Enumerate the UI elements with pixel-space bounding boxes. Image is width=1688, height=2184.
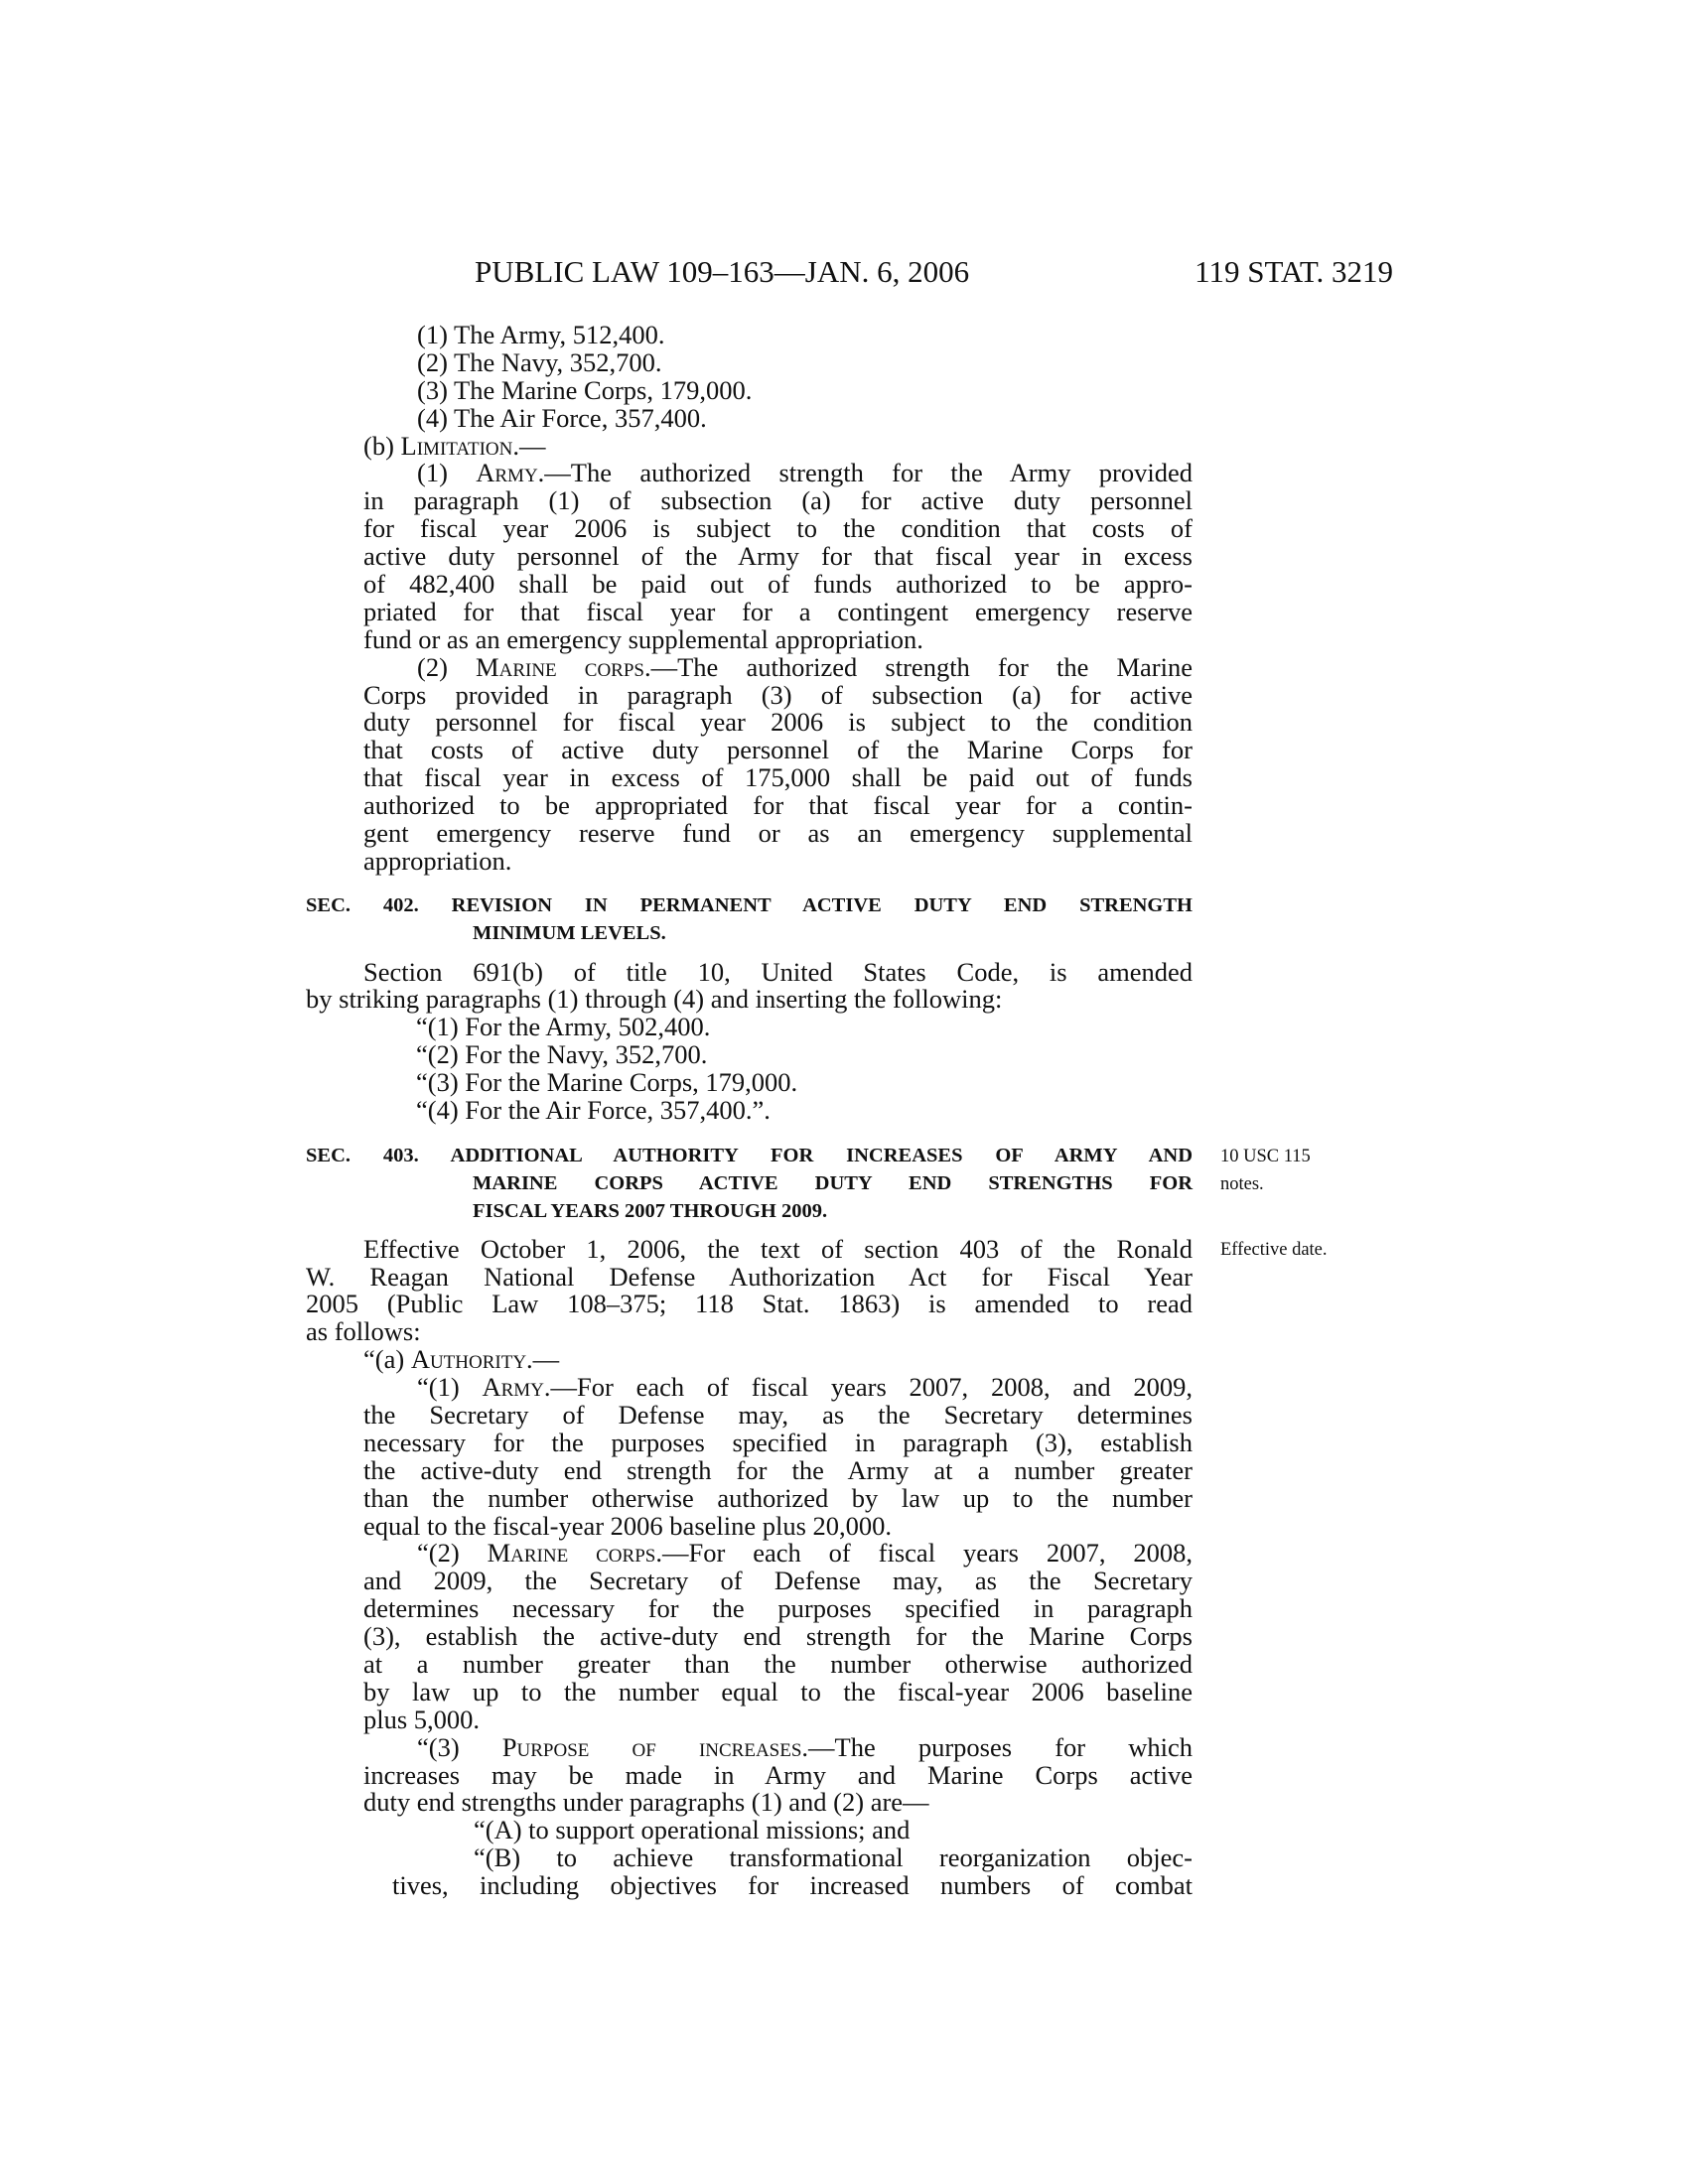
text-line: necessary for the purposes specified in paragraph (3), establish xyxy=(363,1427,1193,1457)
text-line xyxy=(417,1374,1193,1402)
paragraph-quote xyxy=(306,1069,1193,1097)
text-segment: .—The authorized strength for the Marine xyxy=(644,651,1194,682)
text-line: MINIMUM LEVELS. xyxy=(473,921,666,944)
paragraph-para xyxy=(306,651,1194,876)
text-line: equal to the fiscal-year 2006 baseline plus 20,000. xyxy=(363,1510,893,1541)
paragraph-subsec xyxy=(306,1346,1193,1374)
text-line: at a number greater than the number otherwise authorized xyxy=(363,1648,1193,1679)
text-line: in paragraph (1) of subsection (a) for active duty personnel xyxy=(363,485,1193,516)
text-line: W. Reagan National Defense Authorization Act for Fiscal Year xyxy=(306,1261,1193,1292)
text-segment: “(a) xyxy=(363,1344,411,1375)
paragraph-para xyxy=(306,1374,1193,1540)
paragraph-para xyxy=(306,460,1193,653)
text-line: (1) The Army, 512,400. xyxy=(417,320,665,349)
text-segment: (b) xyxy=(363,430,401,461)
text-line: that fiscal year in excess of 175,000 shall be paid out of funds xyxy=(363,762,1193,793)
text-line: (3) The Marine Corps, 179,000. xyxy=(417,374,753,405)
margin-note-line: 10 USC 115 xyxy=(1220,1146,1311,1166)
text-line: determines necessary for the purposes specified in paragraph xyxy=(363,1593,1193,1624)
text-line: tives, including objectives for increased numbers of combat xyxy=(392,1870,1193,1901)
text-line: duty end strengths under paragraphs (1) and (2) are— xyxy=(363,1787,929,1818)
text-line: “(3) For the Marine Corps, 179,000. xyxy=(416,1067,798,1098)
paragraph-item xyxy=(306,374,1193,405)
text-line: appropriation. xyxy=(363,845,512,876)
text-line: Corps provided in paragraph (3) of subsection (a) for active xyxy=(363,679,1193,710)
margin-note xyxy=(1220,1236,1328,1264)
text-segment: “(2) xyxy=(417,1538,488,1569)
text-line: as follows: xyxy=(306,1316,421,1347)
text-segment: .— xyxy=(526,1344,560,1375)
text-line: MARINE CORPS ACTIVE DUTY END STRENGTHS FOR xyxy=(473,1171,1193,1194)
paragraph-item xyxy=(306,402,1193,433)
section-heading xyxy=(306,892,1193,948)
text-line: increases may be made in Army and Marine Corps active xyxy=(363,1759,1193,1790)
text-line: and 2009, the Secretary of Defense may, as the Secretary xyxy=(363,1566,1193,1596)
paragraph-quote xyxy=(306,1014,1193,1041)
page-stat-citation: 119 STAT. 3219 xyxy=(1195,254,1393,289)
paragraph-item xyxy=(306,322,1193,349)
paragraph-item xyxy=(306,346,1193,377)
text-segment: .— xyxy=(512,430,546,461)
text-segment: .—For each of fiscal years 2007, 2008, xyxy=(655,1538,1193,1569)
text-line: priated for that fiscal year for a contingent emergency reserve xyxy=(363,596,1193,626)
text-line: by striking paragraphs (1) through (4) and inserting the following: xyxy=(306,984,1003,1015)
text-line: of 482,400 shall be paid out of funds authorized to be appro- xyxy=(363,569,1193,600)
text-line: Section 691(b) of title 10, United States Code, is amended xyxy=(363,956,1193,987)
section-heading xyxy=(306,1143,1311,1226)
margin-note-line: Effective date. xyxy=(1220,1239,1328,1260)
text-line: “(4) For the Air Force, 357,400.”. xyxy=(416,1095,771,1126)
paragraph-subpara xyxy=(306,1844,1193,1900)
text-line: (4) The Air Force, 357,400. xyxy=(417,402,707,433)
paragraph-body xyxy=(306,1233,1328,1347)
text-segment: “(3) xyxy=(417,1731,502,1762)
paragraph-caption: Limitation xyxy=(400,430,513,461)
text-line: FISCAL YEARS 2007 THROUGH 2009. xyxy=(473,1199,828,1222)
text-line: “(1) For the Army, 502,400. xyxy=(416,1012,711,1042)
paragraph-caption: Purpose of increases xyxy=(501,1731,802,1762)
text-line: for fiscal year 2006 is subject to the condition that costs of xyxy=(363,513,1193,544)
text-line xyxy=(363,430,1193,461)
text-line: SEC. 403. ADDITIONAL AUTHORITY FOR INCREASES OF ARMY AND xyxy=(306,1144,1193,1166)
text-line: SEC. 402. REVISION IN PERMANENT ACTIVE DUTY END STRENGTH xyxy=(306,893,1193,916)
text-line: fund or as an emergency supplemental appropriation. xyxy=(363,623,923,654)
paragraph-caption: Army xyxy=(482,1372,544,1403)
margin-note xyxy=(1220,1143,1311,1198)
text-line: the Secretary of Defense may, as the Secretary determines xyxy=(363,1399,1193,1430)
paragraph-caption: Authority xyxy=(410,1344,527,1375)
text-line xyxy=(417,651,1194,682)
text-line: “(B) to achieve transformational reorganization objec- xyxy=(474,1843,1193,1873)
text-line: “(2) For the Navy, 352,700. xyxy=(416,1039,708,1070)
statute-text-column xyxy=(306,320,1328,1901)
paragraph-caption: Army xyxy=(476,458,538,488)
text-line: (2) The Navy, 352,700. xyxy=(417,346,662,377)
text-line: 2005 (Public Law 108–375; 118 Stat. 1863) is amended to read xyxy=(306,1289,1193,1319)
paragraph-subpara xyxy=(306,1817,1193,1844)
text-line xyxy=(417,1731,1193,1762)
paragraph-body xyxy=(306,956,1193,1015)
paragraph-caption: Marine corps xyxy=(476,651,644,682)
text-line xyxy=(363,1346,1193,1374)
text-line: Effective October 1, 2006, the text of section 403 of the Ronald xyxy=(363,1233,1193,1264)
text-line: gent emergency reserve fund or as an emergency supplemental xyxy=(363,818,1193,849)
text-line: than the number otherwise authorized by law up to the number xyxy=(363,1482,1193,1513)
paragraph-para xyxy=(306,1731,1193,1818)
text-line: by law up to the number equal to the fiscal-year 2006 baseline xyxy=(363,1676,1193,1706)
text-segment: .—For each of fiscal years 2007, 2008, and 2009, xyxy=(543,1372,1193,1403)
running-header-title: PUBLIC LAW 109–163—JAN. 6, 2006 xyxy=(475,254,970,289)
text-segment: “(1) xyxy=(417,1372,483,1403)
text-line: “(A) to support operational missions; and xyxy=(474,1815,911,1845)
paragraph-para xyxy=(306,1540,1193,1733)
text-segment: .—The authorized strength for the Army provided xyxy=(537,458,1193,488)
paragraph-quote xyxy=(306,1097,1193,1125)
paragraph-subsec xyxy=(306,430,1193,461)
text-line: active duty personnel of the Army for that fiscal year in excess xyxy=(363,541,1193,572)
text-line: plus 5,000. xyxy=(363,1704,481,1734)
text-line xyxy=(417,1540,1193,1568)
text-segment: .—The purposes for which xyxy=(801,1731,1193,1762)
text-segment: (2) xyxy=(417,651,477,682)
text-line: authorized to be appropriated for that fiscal year for a contin- xyxy=(363,790,1193,821)
text-line: (3), establish the active-duty end strength for the Marine Corps xyxy=(363,1621,1193,1652)
text-line: duty personnel for fiscal year 2006 is subject to the condition xyxy=(363,707,1193,738)
margin-note-line: notes. xyxy=(1220,1173,1264,1194)
text-line xyxy=(417,460,1193,487)
paragraph-quote xyxy=(306,1041,1193,1069)
text-segment: (1) xyxy=(417,458,477,488)
text-line: the active-duty end strength for the Army at a number greater xyxy=(363,1454,1193,1485)
paragraph-caption: Marine corps xyxy=(487,1538,656,1569)
text-line: that costs of active duty personnel of the Marine Corps for xyxy=(363,735,1193,765)
